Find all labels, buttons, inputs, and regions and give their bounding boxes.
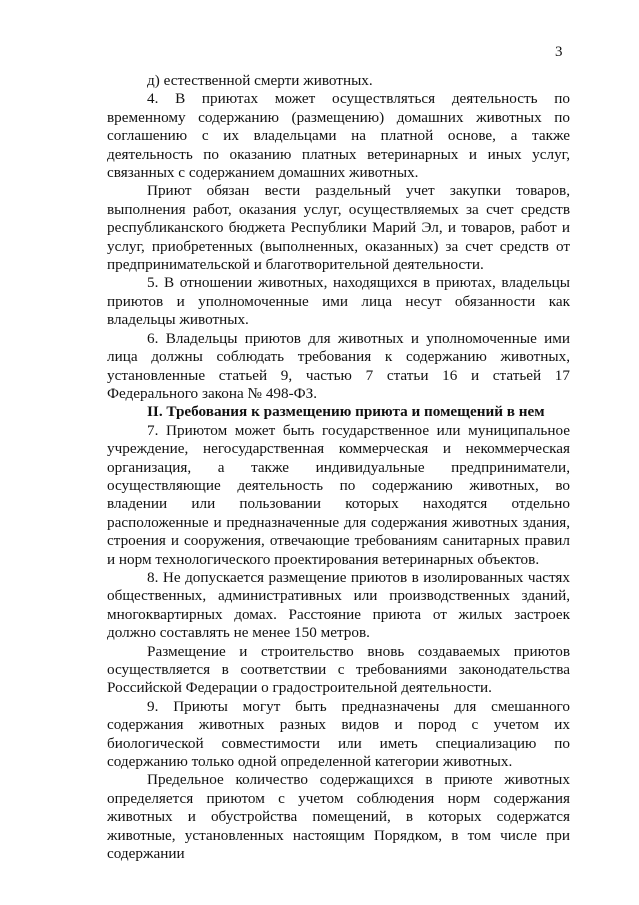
section-heading: II. Требования к размещению приюта и помещений в нем — [147, 403, 545, 421]
page-number: 3 — [555, 44, 563, 60]
paragraph-d-natural-death: д) естественной смерти животных. — [147, 72, 373, 89]
paragraph-6-requirements: 6. Владельцы приютов для животных и уполномоченные ими лица должны соблюдать требования к содержанию животных, установленные статьей 9, частью 7 статьи 16 и статьей 17 Федерального закона № 498-ФЗ. — [107, 329, 570, 402]
paragraph-4-temporary-keeping: 4. В приютах может осуществляться деятельность по временному содержанию (размещению) домашних животных по соглашению с их владельцами на платной основе, а также деятельность по оказанию платных ветеринарных и иных услуг, связанных с содержанием домашних животных. — [107, 90, 570, 182]
paragraph-8-placement-restrictions: 8. Не допускается размещение приютов в изолированных частях общественных, административных или производственных зданий, многоквартирных домах. Расстояние приюта от жилых застроек должно составлять не менее 150 метров. — [107, 568, 570, 642]
paragraph-max-animal-count: Предельное количество содержащихся в приюте животных определяется приютом с учетом соблюдения норм содержания животных и обустройства помещений, в которых содержатся животные, установленных настоящим Порядком, в том числе при содержании — [107, 771, 570, 863]
document-body — [107, 72, 570, 863]
paragraph-9-mixed-keeping: 9. Приюты могут быть предназначены для смешанного содержания животных разных видов и пород с учетом их биологической совместимости или иметь специализацию по содержанию только одной определенной категории животных. — [107, 697, 570, 771]
paragraph-construction-rules: Размещение и строительство вновь создаваемых приютов осуществляется в соответствии с требованиями законодательства Российской Федерации о градостроительной деятельности. — [107, 642, 570, 697]
paragraph-7-shelter-operator: 7. Приютом может быть государственное или муниципальное учреждение, негосударственная коммерческая и некоммерческая организация, а также индивидуальные предприниматели, осуществляющие деятельность по содержанию животных, во владении или пользовании которых находятся отдельно расположенные и предназначенные для содержания животных здания, строения и сооружения, отвечающие требованиям санитарных правил и норм технологического проектирования ветеринарных объектов. — [107, 421, 570, 568]
paragraph-separate-accounting: Приют обязан вести раздельный учет закупки товаров, выполнения работ, оказания услуг, осуществляемых за счет средств республиканского бюджета Республики Марий Эл, и товаров, работ и услуг, приобретенных (выполненных, оказанных) за счет средств от предпринимательской и благотворительной деятельности. — [107, 182, 570, 274]
paragraph-5-owner-duties: 5. В отношении животных, находящихся в приютах, владельцы приютов и уполномоченные ими лица несут обязанности как владельцы животных. — [107, 274, 570, 329]
